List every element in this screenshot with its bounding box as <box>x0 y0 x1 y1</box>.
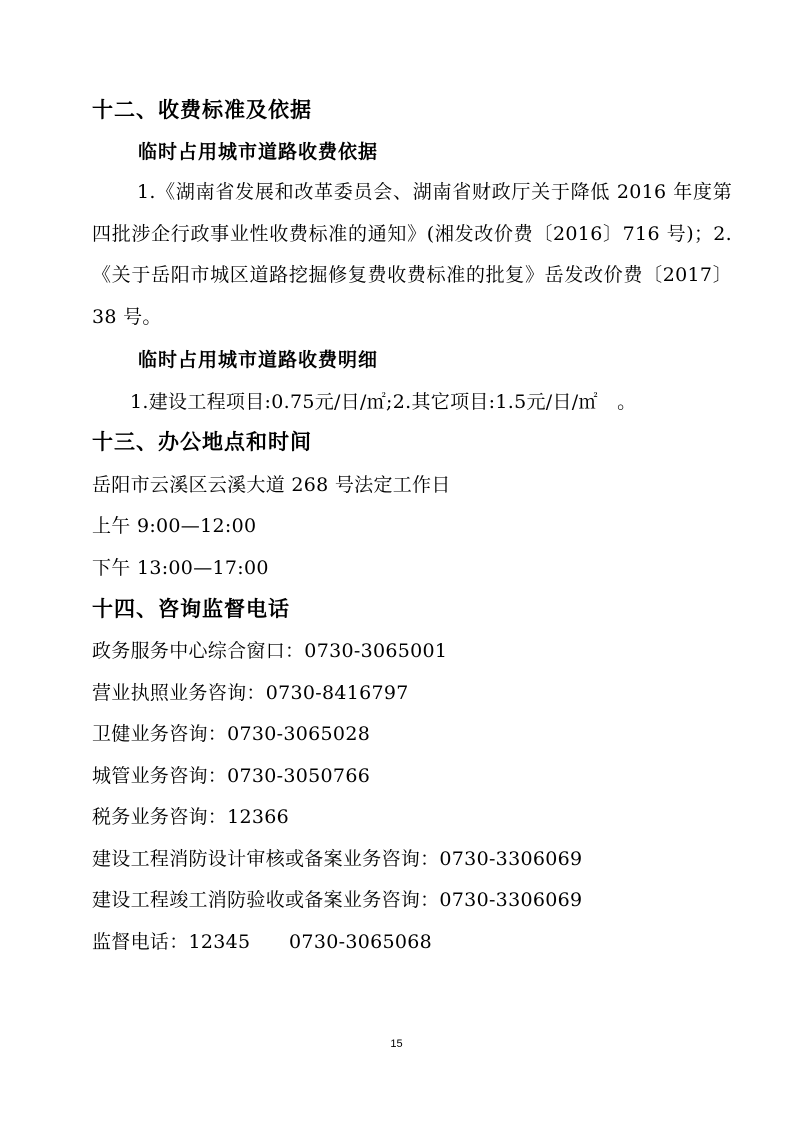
contact-line: 税务业务咨询：12366 <box>92 806 290 828</box>
section-12-heading: 十二、收费标准及依据 <box>92 98 312 122</box>
contact-line: 卫健业务咨询：0730-3065028 <box>92 723 371 745</box>
office-hours-morning: 上午 9:00—12:00 <box>92 515 257 537</box>
contact-line: 政务服务中心综合窗口：0730-3065001 <box>92 640 448 662</box>
page-number: 15 <box>390 1038 403 1050</box>
office-address: 岳阳市云溪区云溪大道 268 号法定工作日 <box>92 474 451 496</box>
supervision-phone-line: 监督电话：12345 0730-3065068 <box>92 931 433 953</box>
contact-line: 城管业务咨询：0730-3050766 <box>92 765 371 787</box>
fee-basis-subheading: 临时占用城市道路收费依据 <box>138 141 379 163</box>
office-hours-afternoon: 下午 13:00—17:00 <box>92 557 269 579</box>
section-13-heading: 十三、办公地点和时间 <box>92 430 312 454</box>
contact-line: 建设工程消防设计审核或备案业务咨询：0730-3306069 <box>92 848 583 870</box>
section-14-heading: 十四、咨询监督电话 <box>92 597 290 621</box>
contact-line: 建设工程竣工消防验收或备案业务咨询：0730-3306069 <box>92 889 583 911</box>
fee-basis-paragraph: 1.《湖南省发展和改革委员会、湖南省财政厅关于降低 2016 年度第四批涉企行政事业性收费标准的通知》(湘发改价费〔2016〕716 号)；2.《关于岳阳市城区道路挖掘修复费收费标准的批复》岳发改价费〔2017〕38 号。 <box>92 181 732 328</box>
fee-detail-text: 1.建设工程项目:0.75元/日/㎡;2.其它项目:1.5元/日/㎡ 。 <box>130 391 637 413</box>
fee-detail-subheading: 临时占用城市道路收费明细 <box>138 349 379 371</box>
contact-line: 营业执照业务咨询：0730-8416797 <box>92 682 409 704</box>
